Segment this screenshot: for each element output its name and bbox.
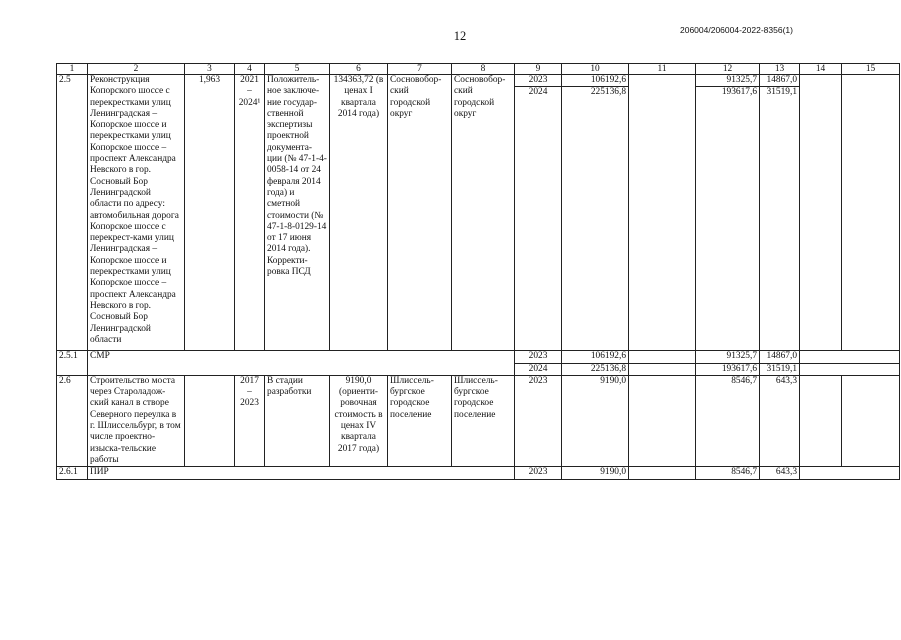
customer: Сосновобор-ский городской округ (452, 75, 515, 351)
col-header: 13 (760, 64, 800, 75)
table-row (57, 375, 900, 466)
year-cell: 2024 (515, 363, 562, 375)
year-cell: 2023 (515, 467, 562, 479)
object-name: Реконструкция Копорского шоссе с перекрестками улиц Ленинградская – Копорское шоссе и перекрестками улиц Копорское шоссе – проспект Александра Невского в гор. Сосновый Бор Ленинградской области по адресу: автомобильная дорога Копорское шоссе с перекрест-ками улиц Ленинградская – Копорское шоссе и перекрестками улиц Копорское шоссе – проспект Александра Невского в гор. Сосновый Бор Ленинградской области (88, 75, 185, 351)
row-number: 2.5.1 (57, 351, 88, 376)
period-value: 2021 – 2024¹ (235, 75, 265, 351)
col-header: 11 (629, 64, 696, 75)
local-budget-cell: 31519,1 (760, 87, 800, 351)
regional-budget-cell: 91325,7 (696, 351, 760, 363)
local-budget-cell: 643,3 (760, 375, 800, 466)
local-budget-cell: 31519,1 (760, 363, 800, 375)
row-number: 2.6 (57, 375, 88, 466)
regional-budget-cell: 8546,7 (696, 375, 760, 466)
table-row (57, 467, 900, 479)
empty-cell (629, 351, 696, 363)
municipality: Шлиссель-бургское городское поселение (388, 375, 452, 466)
row-number: 2.5 (57, 75, 88, 351)
local-budget-cell: 14867,0 (760, 351, 800, 363)
table-row (57, 75, 900, 87)
empty-cell (800, 467, 900, 479)
page-number: 12 (453, 29, 467, 43)
customer: Шлиссель-бургское городское поселение (452, 375, 515, 466)
col-header: 14 (800, 64, 842, 75)
col-header: 3 (185, 64, 235, 75)
empty-cell (800, 75, 842, 351)
col-header: 6 (330, 64, 388, 75)
col-header: 12 (696, 64, 760, 75)
work-type: ПИР (88, 467, 515, 479)
total-cell: 225136,8 (562, 87, 629, 351)
total-cell: 225136,8 (562, 363, 629, 375)
col-header: 7 (388, 64, 452, 75)
estimated-cost: 134363,72 (в ценах I квартала 2014 года) (330, 75, 388, 351)
column-number-row (57, 64, 900, 75)
regional-budget-cell: 8546,7 (696, 467, 760, 479)
regional-budget-cell: 193617,6 (696, 87, 760, 351)
program-table (56, 63, 900, 480)
capacity-value: 1,963 (185, 75, 235, 351)
col-header: 2 (88, 64, 185, 75)
empty-cell (800, 375, 842, 466)
col-header: 15 (842, 64, 900, 75)
empty-cell (842, 375, 900, 466)
table-row (57, 351, 900, 363)
col-header: 8 (452, 64, 515, 75)
document-id: 206004/206004-2022-8356(1) (680, 25, 793, 35)
total-cell: 9190,0 (562, 467, 629, 479)
work-type: СМР (88, 351, 515, 376)
total-cell: 9190,0 (562, 375, 629, 466)
empty-cell (800, 351, 900, 363)
year-cell: 2023 (515, 375, 562, 466)
empty-cell (629, 375, 696, 466)
capacity-value (185, 375, 235, 466)
col-header: 10 (562, 64, 629, 75)
col-header: 4 (235, 64, 265, 75)
documentation-status: Положитель-ное заключе-ние государ-ственной экспертизы проектной документа-ции (№ 47-1-4-0058-14 от 24 февраля 2014 года) и сметной стоимости (№ 47-1-8-0129-14 от 17 июня 2014 года). Корректи-ровка ПСД (265, 75, 330, 351)
total-cell: 106192,6 (562, 75, 629, 87)
col-header: 1 (57, 64, 88, 75)
documentation-status: В стадии разработки (265, 375, 330, 466)
row-number: 2.6.1 (57, 467, 88, 479)
col-header: 9 (515, 64, 562, 75)
local-budget-cell: 643,3 (760, 467, 800, 479)
estimated-cost: 9190,0 (ориенти-ровочная стоимость в ценах IV квартала 2017 года) (330, 375, 388, 466)
year-cell: 2024 (515, 87, 562, 351)
empty-cell (629, 467, 696, 479)
empty-cell (842, 75, 900, 351)
year-cell: 2023 (515, 75, 562, 87)
year-cell: 2023 (515, 351, 562, 363)
object-name: Строительство моста через Староладож-ский канал в створе Северного переулка в г. Шлиссельбург, в том числе проектно-изыска-тельские работы (88, 375, 185, 466)
period-value: 2017 – 2023 (235, 375, 265, 466)
local-budget-cell: 14867,0 (760, 75, 800, 87)
regional-budget-cell: 193617,6 (696, 363, 760, 375)
empty-cell (629, 363, 696, 375)
empty-cell (629, 75, 696, 351)
empty-cell (800, 363, 900, 375)
municipality: Сосновобор-ский городской округ (388, 75, 452, 351)
regional-budget-cell: 91325,7 (696, 75, 760, 87)
col-header: 5 (265, 64, 330, 75)
total-cell: 106192,6 (562, 351, 629, 363)
